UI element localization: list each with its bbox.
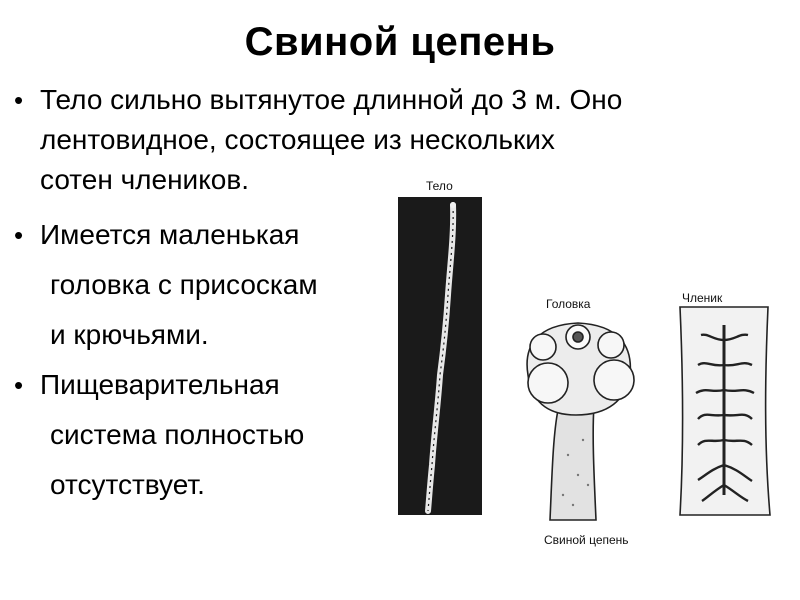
bullet-3-line-1: Пищеварительная (40, 369, 280, 400)
tapeworm-body-image (398, 197, 482, 515)
bullet-3-line-3: отсутствует. (50, 469, 205, 500)
tapeworm-segment-image (680, 307, 770, 515)
bullet-dot: • (14, 370, 24, 400)
slide-title: Свиной цепень (244, 20, 556, 64)
bullet-2-line-3: и крючьями. (50, 319, 209, 350)
tapeworm-drawing (368, 175, 800, 565)
tapeworm-illustration (368, 175, 800, 565)
figure-label-segment: Членик (682, 291, 723, 305)
figure-label-body: Тело (426, 179, 453, 193)
bullet-1-line-2: лентовидное, состоящее из нескольких (40, 124, 555, 155)
bullet-3-line-2: система полностью (50, 419, 305, 450)
bullet-dot: • (14, 220, 24, 250)
bullet-1-line-1: Тело сильно вытянутое длинной до 3 м. Оно (40, 84, 623, 115)
bullet-2-line-2: головка с присоскам (50, 269, 318, 300)
figure-label-head: Головка (546, 297, 591, 311)
bullet-dot: • (14, 85, 24, 115)
figure-caption: Свиной цепень (544, 533, 629, 547)
bullet-2-line-1: Имеется маленькая (40, 219, 300, 250)
tapeworm-head-image (527, 323, 634, 520)
bullet-1-line-3: сотен члеников. (40, 164, 249, 195)
